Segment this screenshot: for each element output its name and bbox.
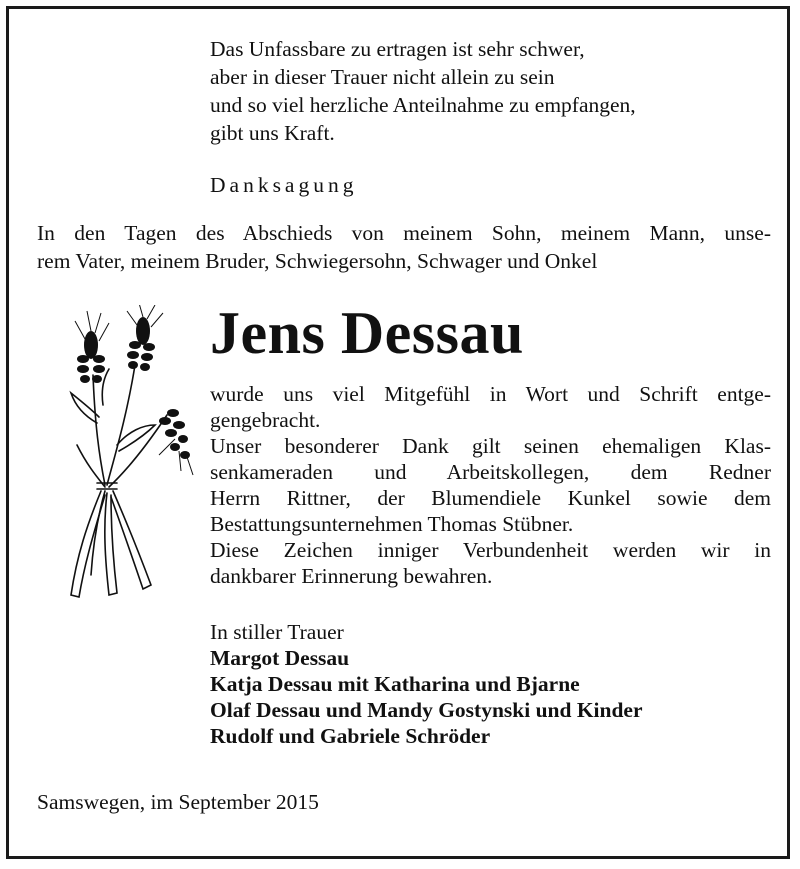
- body-line-2: gengebracht.: [210, 408, 321, 432]
- mourner-4: Rudolf und Gabriele Schröder: [210, 724, 491, 748]
- heading-danksagung: Danksagung: [210, 173, 358, 197]
- body-line-5: Herrn Rittner, der Blumendiele Kunkel sowie dem: [210, 486, 771, 510]
- closing-text: In stiller Trauer: [210, 620, 344, 644]
- wheat-sheaf-icon: [47, 305, 197, 605]
- body-line-1: wurde uns viel Mitgefühl in Wort und Schrift entge-: [210, 382, 771, 406]
- body-line-7: Diese Zeichen inniger Verbundenheit werden wir in: [210, 538, 771, 562]
- body-line-8: dankbarer Erinnerung bewahren.: [210, 564, 493, 588]
- mourner-1: Margot Dessau: [210, 646, 350, 670]
- body-line-4: senkameraden und Arbeitskollegen, dem Redner: [210, 460, 771, 484]
- poem-line-4: gibt uns Kraft.: [210, 121, 335, 145]
- body-line-6: Bestattungsunternehmen Thomas Stübner.: [210, 512, 574, 536]
- obituary-card: [6, 6, 790, 859]
- intro-line-2: rem Vater, meinem Bruder, Schwiegersohn, Schwager und Onkel: [37, 249, 598, 273]
- poem-line-3: und so viel herzliche Anteilnahme zu empfangen,: [210, 93, 636, 117]
- mourner-3: Olaf Dessau und Mandy Gostynski und Kinder: [210, 698, 643, 722]
- poem-line-2: aber in dieser Trauer nicht allein zu sein: [210, 65, 555, 89]
- mourner-2: Katja Dessau mit Katharina und Bjarne: [210, 672, 580, 696]
- body-line-3: Unser besonderer Dank gilt seinen ehemaligen Klas-: [210, 434, 771, 458]
- intro-line-1: In den Tagen des Abschieds von meinem Sohn, meinem Mann, unse-: [37, 221, 771, 245]
- deceased-name: Jens Dessau: [210, 300, 524, 366]
- poem-line-1: Das Unfassbare zu ertragen ist sehr schwer,: [210, 37, 585, 61]
- place-date: Samswegen, im September 2015: [37, 790, 319, 814]
